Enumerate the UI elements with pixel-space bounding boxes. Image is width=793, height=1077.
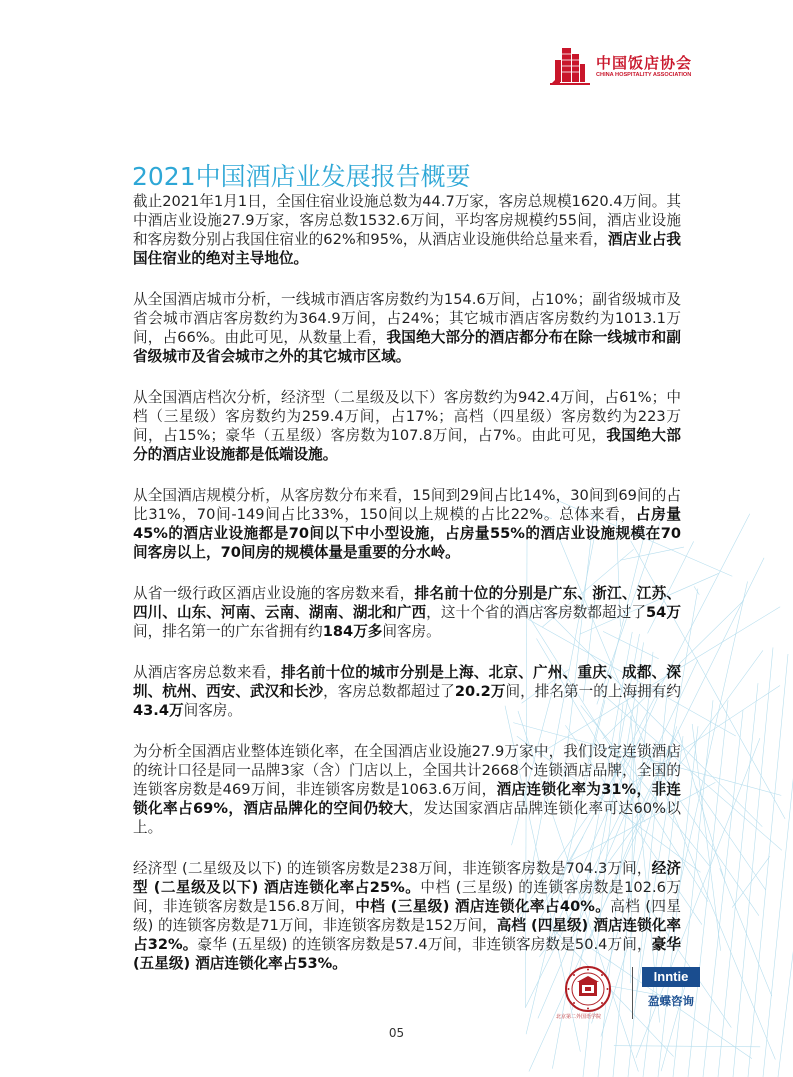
page-title: 2021中国酒店业发展报告概要 xyxy=(132,161,471,191)
emphasis-text: 54万 xyxy=(646,604,681,621)
paragraph-text: 间客房。 xyxy=(382,623,441,640)
emphasis-text: 排名前十位的分别是广东、浙江、江苏、四川、山东、河南、云南、湖南、湖北和广西 xyxy=(133,585,681,621)
report-paragraph xyxy=(133,388,681,464)
paragraph-text: 从省一级行政区酒店业设施的客房数来看， xyxy=(133,585,415,602)
paragraph-text: 间，排名第一的上海拥有约 xyxy=(505,683,681,700)
org-name-cn: 中国饭店协会 xyxy=(596,54,693,72)
emphasis-text: 20.2万 xyxy=(454,683,506,700)
emphasis-text: 我国绝大部分的酒店都分布在除一线城市和副省级城市及省会城市之外的其它城市区域。 xyxy=(133,329,681,365)
paragraph-text: ，这十个省的酒店客房数都超过了 xyxy=(426,604,647,621)
paragraph-text: 经济型 (二星级及以下) 的连锁客房数是238万间，非连锁客房数是704.3万间， xyxy=(133,860,652,877)
report-paragraph xyxy=(133,742,681,837)
emphasis-text: 中档 (三星级) 酒店连锁化率占40%。 xyxy=(355,898,611,915)
emphasis-text: 排名前十位的城市分别是上海、北京、广州、重庆、成都、深圳、杭州、西安、武汉和长沙 xyxy=(133,664,681,700)
emphasis-text: 184万多 xyxy=(322,623,383,640)
paragraph-text: ，客房总数都超过了 xyxy=(323,683,455,700)
paragraph-text: 截止2021年1月1日，全国住宿业设施总数为44.7万家，客房总规模1620.4万间。其中酒店业设施27.9万家，客房总数1532.6万间，平均客房规模约55间，酒店业设施和客房数分别占我国住宿业的62%和95%，从酒店业设施供给总量来看， xyxy=(133,193,681,248)
paragraph-text: 为分析全国酒店业整体连锁化率，在全国酒店业设施27.9万家中，我们设定连锁酒店的统计口径是同一品牌3家（含）门店以上，全国共计2668个连锁酒店品牌，全国的连锁客房数是469万间，非连锁客房数是1063.6万间， xyxy=(133,743,681,798)
report-paragraph xyxy=(133,290,681,366)
paragraph-text: 中档 (三星级) 的连锁客房数是102.6万间，非连锁客房数是156.8万间， xyxy=(133,879,681,915)
emphasis-text: 43.4万 xyxy=(133,702,184,719)
emphasis-text: 酒店连锁化率为31%，非连锁化率占69%，酒店品牌化的空间仍较大 xyxy=(133,781,682,817)
header-logo xyxy=(548,44,718,88)
paragraph-text: 从全国酒店规模分析，从客房数分布来看，15间到29间占比14%，30间到69间的占比31%，70间-149间占比33%，150间以上规模的占比22%。总体来看， xyxy=(133,487,681,523)
inntie-logo: Inntie xyxy=(642,967,700,987)
report-paragraph xyxy=(133,663,681,720)
org-name-en: CHINA HOSPITALITY ASSOCIATION xyxy=(596,72,692,78)
report-paragraph xyxy=(133,192,681,268)
report-paragraph xyxy=(133,584,681,641)
footer-logos xyxy=(556,963,706,1023)
emphasis-text: 占房量45%的酒店业设施都是70间以下中小型设施，占房量55%的酒店业设施规模在70间客房以上，70间房的规模体量是重要的分水岭。 xyxy=(133,506,681,561)
paragraph-text: 间客房。 xyxy=(183,702,242,719)
paragraph-text: 从全国酒店档次分析，经济型（二星级及以下）客房数约为942.4万间，占61%；中档（三星级）客房数约为259.4万间，占17%；高档（四星级）客房数约为223万间，占15%；豪华（五星级）客房数为107.8万间，占7%。由此可见， xyxy=(133,389,681,444)
report-body xyxy=(133,192,681,995)
emphasis-text: 我国绝大部分的酒店业设施都是低端设施。 xyxy=(133,427,681,463)
report-paragraph xyxy=(133,486,681,562)
emphasis-text: 高档 (四星级) 酒店连锁化率占32%。 xyxy=(133,917,681,953)
emphasis-text: 经济型 (二星级及以下) 酒店连锁化率占25%。 xyxy=(133,860,681,896)
logo-divider xyxy=(632,967,633,1019)
paragraph-text: ，发达国家酒店品牌连锁化率可达60%以上。 xyxy=(133,800,681,836)
hotel-building-logo-icon xyxy=(548,44,592,88)
paragraph-text: 间，排名第一的广东省拥有约 xyxy=(133,623,323,640)
paragraph-text: 豪华 (五星级) 的连锁客房数是57.4万间，非连锁客房数是50.4万间， xyxy=(197,936,652,953)
report-paragraph xyxy=(133,859,681,973)
paragraph-text: 从全国酒店城市分析，一线城市酒店客房数约为154.6万间，占10%；副省级城市及省会城市酒店客房数约为364.9万间，占24%；其它城市酒店客房数约为1013.1万间，占66%。由此可见，从数量上看， xyxy=(133,291,681,346)
university-name: 北京第二外国语学院 xyxy=(556,1014,602,1020)
emphasis-text: 豪华 (五星级) 酒店连锁化率占53%。 xyxy=(133,936,681,972)
inntie-name-cn: 盈蝶咨询 xyxy=(648,994,694,1008)
paragraph-text: 高档 (四星级) 的连锁客房数是71万间，非连锁客房数是152万间， xyxy=(133,898,681,934)
page-number: 05 xyxy=(388,1026,405,1040)
university-seal-icon xyxy=(564,965,612,1013)
paragraph-text: 从酒店客房总数来看， xyxy=(133,664,282,681)
emphasis-text: 酒店业占我国住宿业的绝对主导地位。 xyxy=(133,231,681,267)
